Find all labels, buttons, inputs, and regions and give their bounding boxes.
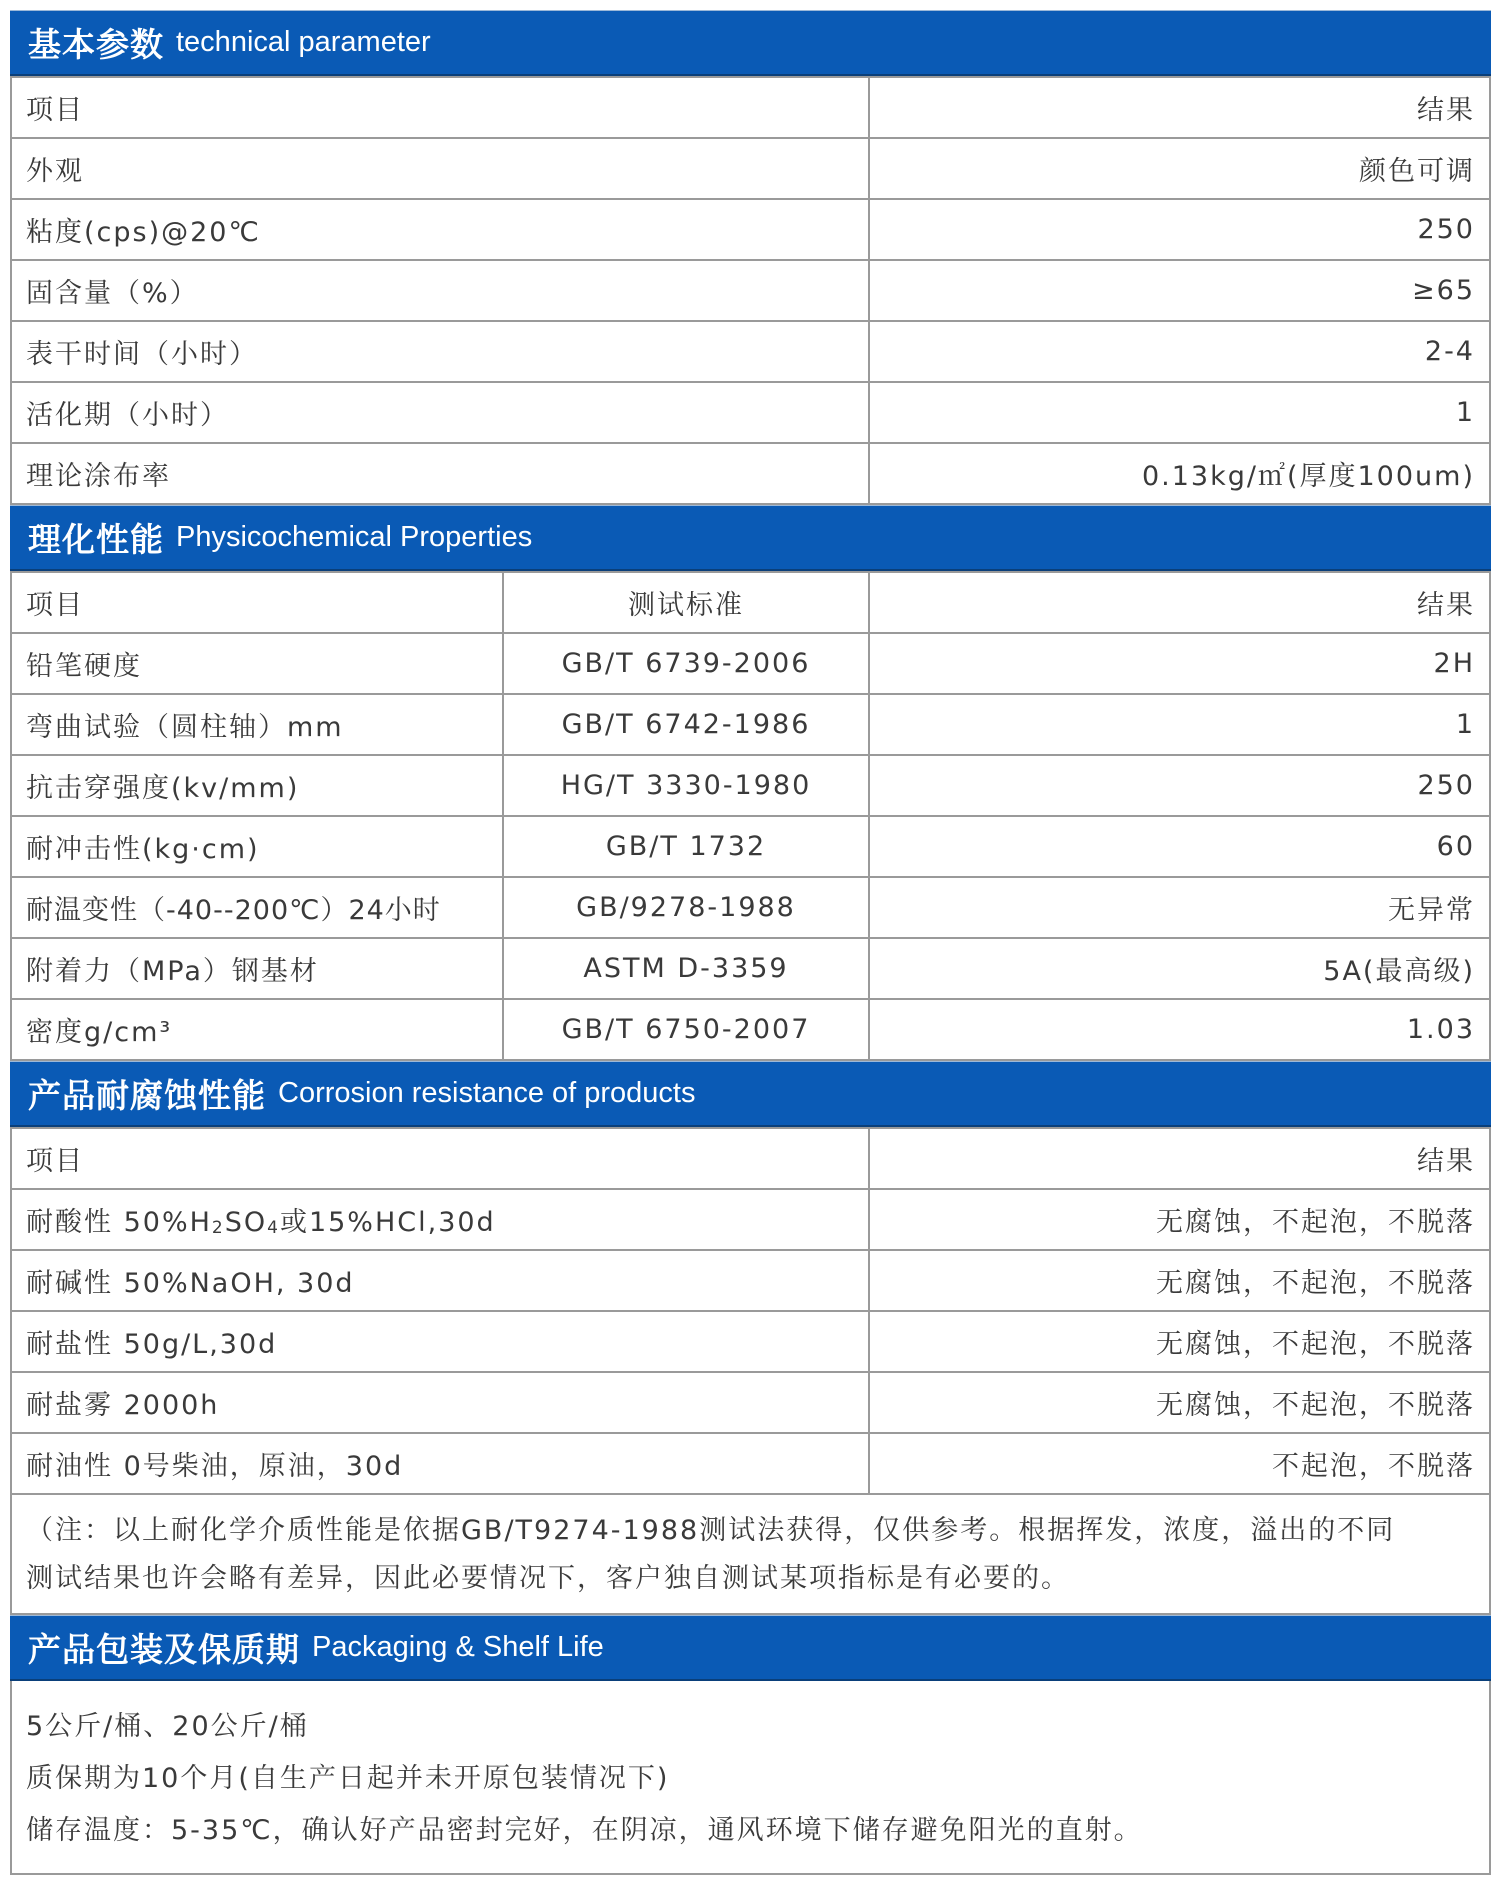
standard-cell: GB/T 6739-2006 [503, 633, 869, 694]
standard-cell: HG/T 3330-1980 [503, 755, 869, 816]
table-row [11, 755, 1490, 816]
corrosion-note [10, 1495, 1491, 1615]
table-row [11, 1433, 1490, 1494]
table-row [11, 1311, 1490, 1372]
result-cell: 250 [869, 199, 1490, 260]
item-cell: 理论涂布率 [11, 443, 869, 504]
section-title-en: Physicochemical Properties [176, 521, 533, 553]
table-row [11, 1189, 1490, 1250]
result-cell: 无腐蚀，不起泡，不脱落 [869, 1311, 1490, 1372]
basic-params-table [10, 76, 1491, 505]
header-cell: 项目 [11, 1128, 869, 1189]
header-cell: 结果 [869, 572, 1490, 633]
section-title-en: Corrosion resistance of products [278, 1077, 696, 1109]
table-header-row [11, 1128, 1490, 1189]
subscript: 2 [211, 1218, 225, 1238]
standard-cell: GB/9278-1988 [503, 877, 869, 938]
item-cell: 耐碱性 50%NaOH, 30d [11, 1250, 869, 1311]
table-row [11, 199, 1490, 260]
item-cell: 粘度(cps)@20℃ [11, 199, 869, 260]
section-header-corrosion [10, 1061, 1491, 1127]
result-cell: 无腐蚀，不起泡，不脱落 [869, 1189, 1490, 1250]
acid-text: SO [224, 1207, 268, 1238]
standard-cell: GB/T 6742-1986 [503, 694, 869, 755]
header-cell: 项目 [11, 572, 503, 633]
section-title-cn: 理化性能 [28, 520, 164, 559]
subscript: 4 [267, 1218, 280, 1238]
result-cell: ≥65 [869, 260, 1490, 321]
result-cell: 2-4 [869, 321, 1490, 382]
result-cell: 5A(最高级) [869, 938, 1490, 999]
table-row [11, 138, 1490, 199]
section-header-packaging [10, 1615, 1491, 1681]
result-cell: 颜色可调 [869, 138, 1490, 199]
item-cell: 附着力（MPa）钢基材 [11, 938, 503, 999]
table-header-row [11, 77, 1490, 138]
corrosion-table [10, 1127, 1491, 1495]
table-row [11, 816, 1490, 877]
table-row [11, 382, 1490, 443]
note-line: 测试结果也许会略有差异，因此必要情况下，客户独自测试某项指标是有必要的。 [26, 1563, 1070, 1594]
section-header-basic [10, 10, 1491, 76]
section-title-en: technical parameter [176, 26, 431, 58]
item-cell: 铅笔硬度 [11, 633, 503, 694]
result-cell: 1 [869, 382, 1490, 443]
spec-sheet [10, 10, 1491, 1875]
result-cell: 1 [869, 694, 1490, 755]
item-cell: 耐油性 0号柴油，原油，30d [11, 1433, 869, 1494]
table-row [11, 1372, 1490, 1433]
section-header-physico [10, 505, 1491, 571]
table-row [11, 633, 1490, 694]
packaging-line: 储存温度：5-35℃，确认好产品密封完好，在阴凉，通风环境下储存避免阳光的直射。 [26, 1815, 1143, 1846]
result-cell: 0.13kg/㎡(厚度100um) [869, 443, 1490, 504]
note-line: （注：以上耐化学介质性能是依据GB/T9274-1988测试法获得，仅供参考。根据挥发，浓度，溢出的不同 [26, 1515, 1396, 1546]
header-cell: 测试标准 [503, 572, 869, 633]
item-cell: 活化期（小时） [11, 382, 869, 443]
result-cell: 1.03 [869, 999, 1490, 1060]
table-row [11, 938, 1490, 999]
table-row [11, 260, 1490, 321]
acid-text: 耐酸性 50%H [26, 1207, 212, 1238]
section-title-cn: 基本参数 [28, 25, 164, 64]
acid-text: 或15%HCl,30d [279, 1207, 496, 1238]
header-cell: 项目 [11, 77, 869, 138]
packaging-line: 5公斤/桶、20公斤/桶 [26, 1711, 309, 1742]
table-row [11, 1250, 1490, 1311]
result-cell: 无异常 [869, 877, 1490, 938]
table-row [11, 877, 1490, 938]
table-row [11, 443, 1490, 504]
table-row [11, 999, 1490, 1060]
header-cell: 结果 [869, 77, 1490, 138]
item-cell: 抗击穿强度(kv/mm) [11, 755, 503, 816]
section-title-cn: 产品耐腐蚀性能 [28, 1076, 266, 1115]
packaging-line: 质保期为10个月(自生产日起并未开原包装情况下) [26, 1763, 670, 1794]
item-cell [11, 1189, 869, 1250]
item-cell: 耐盐性 50g/L,30d [11, 1311, 869, 1372]
result-cell: 无腐蚀，不起泡，不脱落 [869, 1250, 1490, 1311]
result-cell: 无腐蚀，不起泡，不脱落 [869, 1372, 1490, 1433]
item-cell: 外观 [11, 138, 869, 199]
item-cell: 弯曲试验（圆柱轴）mm [11, 694, 503, 755]
section-title-cn: 产品包装及保质期 [28, 1630, 300, 1669]
physico-table [10, 571, 1491, 1061]
result-cell: 2H [869, 633, 1490, 694]
table-row [11, 694, 1490, 755]
result-cell: 不起泡，不脱落 [869, 1433, 1490, 1494]
table-row [11, 321, 1490, 382]
standard-cell: GB/T 1732 [503, 816, 869, 877]
result-cell: 250 [869, 755, 1490, 816]
standard-cell: ASTM D-3359 [503, 938, 869, 999]
result-cell: 60 [869, 816, 1490, 877]
item-cell: 固含量（%） [11, 260, 869, 321]
header-cell: 结果 [869, 1128, 1490, 1189]
table-header-row [11, 572, 1490, 633]
item-cell: 密度g/cm³ [11, 999, 503, 1060]
section-title-en: Packaging & Shelf Life [312, 1631, 604, 1663]
packaging-info [10, 1681, 1491, 1875]
item-cell: 耐温变性（-40--200℃）24小时 [11, 877, 503, 938]
item-cell: 耐盐雾 2000h [11, 1372, 869, 1433]
item-cell: 耐冲击性(kg·cm) [11, 816, 503, 877]
item-cell: 表干时间（小时） [11, 321, 869, 382]
standard-cell: GB/T 6750-2007 [503, 999, 869, 1060]
